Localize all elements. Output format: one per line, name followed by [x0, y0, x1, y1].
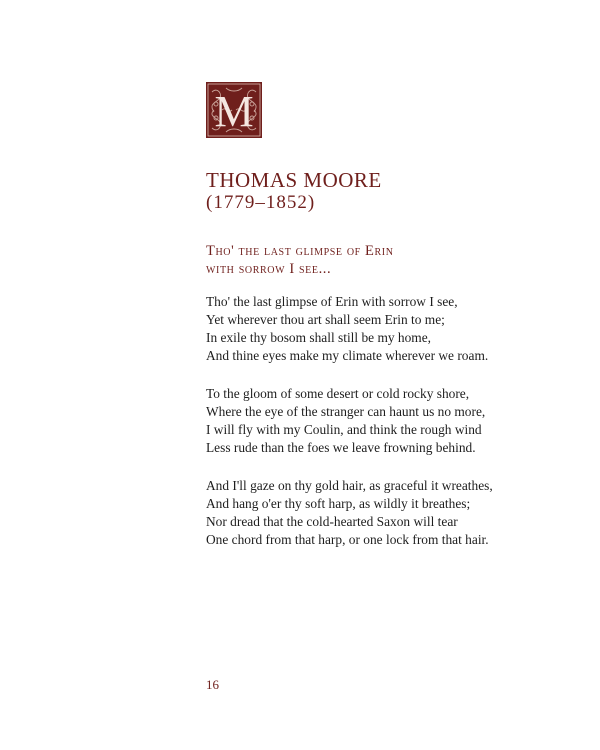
poem-title	[206, 242, 526, 278]
verse-line: Less rude than the foes we leave frowning behind.	[206, 440, 476, 455]
author-name: THOMAS MOORE	[206, 168, 382, 192]
verse-line: Where the eye of the stranger can haunt us no more,	[206, 404, 486, 419]
verse-line: I will fly with my Coulin, and think the rough wind	[206, 422, 482, 437]
verse-line: In exile thy bosom shall still be my home,	[206, 330, 432, 345]
verse-line: One chord from that harp, or one lock from that hair.	[206, 532, 489, 547]
verse-line: Yet wherever thou art shall seem Erin to me;	[206, 312, 445, 327]
initial-letter: M	[214, 87, 254, 136]
stanza-3	[206, 477, 536, 549]
verse-line: And thine eyes make my climate wherever we roam.	[206, 348, 489, 363]
verse-line: And I'll gaze on thy gold hair, as graceful it wreathes,	[206, 478, 493, 493]
stanza-2	[206, 385, 536, 457]
poem-body	[206, 293, 536, 569]
verse-line: Nor dread that the cold-hearted Saxon will tear	[206, 514, 458, 529]
page-number: 16	[206, 677, 219, 692]
verse-line: To the gloom of some desert or cold rocky shore,	[206, 386, 470, 401]
ornament-icon	[206, 82, 262, 138]
author-dates: (1779–1852)	[206, 192, 316, 213]
stanza-1	[206, 293, 536, 365]
poem-title-line: Tho' the last glimpse of Erin	[206, 243, 394, 259]
poem-title-line: with sorrow I see...	[206, 261, 332, 277]
verse-line: Tho' the last glimpse of Erin with sorrow I see,	[206, 294, 458, 309]
verse-line: And hang o'er thy soft harp, as wildly it breathes;	[206, 496, 471, 511]
decorative-initial-m	[206, 82, 262, 138]
